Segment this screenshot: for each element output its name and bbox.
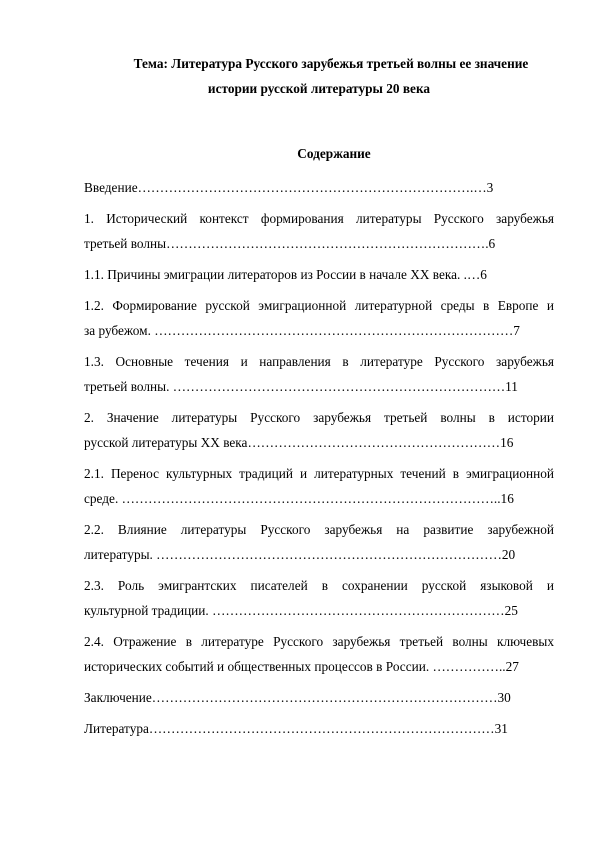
toc-entry-line: за рубежом. ………………………………………………………………………7	[84, 323, 520, 338]
toc-entry-line: 2.3. Роль эмигрантских писателей в сохранении русской языковой и	[84, 578, 554, 593]
toc-entry-line: 1.2. Формирование русской эмиграционной литературной среды в Европе и	[84, 298, 554, 313]
title-line-2: истории русской литературы 20 века	[207, 81, 431, 96]
toc-entry-2-1	[84, 461, 554, 511]
toc-entry-conclusion	[84, 685, 554, 710]
toc-entry-line: Заключение……………………………………………………………………30	[84, 690, 511, 705]
toc-entry-line: 1. Исторический контекст формирования литературы Русского зарубежья	[84, 211, 554, 226]
toc-entry-literature	[84, 716, 554, 741]
toc-entry-line: 2.2. Влияние литературы Русского зарубежья на развитие зарубежной	[84, 522, 554, 537]
toc-entry-line: 1.1. Причины эмиграции литераторов из России в начале XX века. .…6	[84, 267, 487, 282]
document-title	[84, 51, 554, 101]
toc-entry-line: культурной традиции. …………………………………………………………25	[84, 603, 518, 618]
title-line-1: Тема: Литература Русского зарубежья третьей волны ее значение	[133, 56, 529, 71]
toc-entry-2	[84, 405, 554, 455]
table-of-contents	[84, 175, 554, 747]
toc-entry-1-1	[84, 262, 554, 287]
toc-entry-line: 1.3. Основные течения и направления в литературе Русского зарубежья	[84, 354, 554, 369]
toc-entry-line: русской литературы XX века…………………………………………………16	[84, 435, 514, 450]
toc-entry-1-2	[84, 293, 554, 343]
toc-entry-line: литературы. ……………………………………………………………………20	[84, 547, 516, 562]
toc-entry-1-3	[84, 349, 554, 399]
toc-entry-line: среде. …………………………………………………………………………..16	[84, 491, 514, 506]
toc-entry-1	[84, 206, 554, 256]
toc-entry-line: 2. Значение литературы Русского зарубежья третьей волны в истории	[84, 410, 554, 425]
toc-entry-line: исторических событий и общественных процессов в России. ……………..27	[84, 659, 519, 674]
toc-entry-introduction	[84, 175, 554, 200]
contents-heading: Содержание	[297, 146, 371, 161]
toc-entry-line: третьей волны. …………………………………………………………………11	[84, 379, 518, 394]
toc-entry-2-3	[84, 573, 554, 623]
toc-entry-line: Литература……………………………………………………………………31	[84, 721, 508, 736]
toc-entry-line: третьей волны……………………………………………………………….6	[84, 236, 496, 251]
toc-entry-2-2	[84, 517, 554, 567]
toc-entry-line: 2.1. Перенос культурных традиций и литературных течений в эмиграционной	[84, 466, 554, 481]
toc-entry-line: 2.4. Отражение в литературе Русского зарубежья третьей волны ключевых	[84, 634, 554, 649]
toc-entry-line: Введение………………………………………………………………….…3	[84, 180, 494, 195]
toc-entry-2-4	[84, 629, 554, 679]
